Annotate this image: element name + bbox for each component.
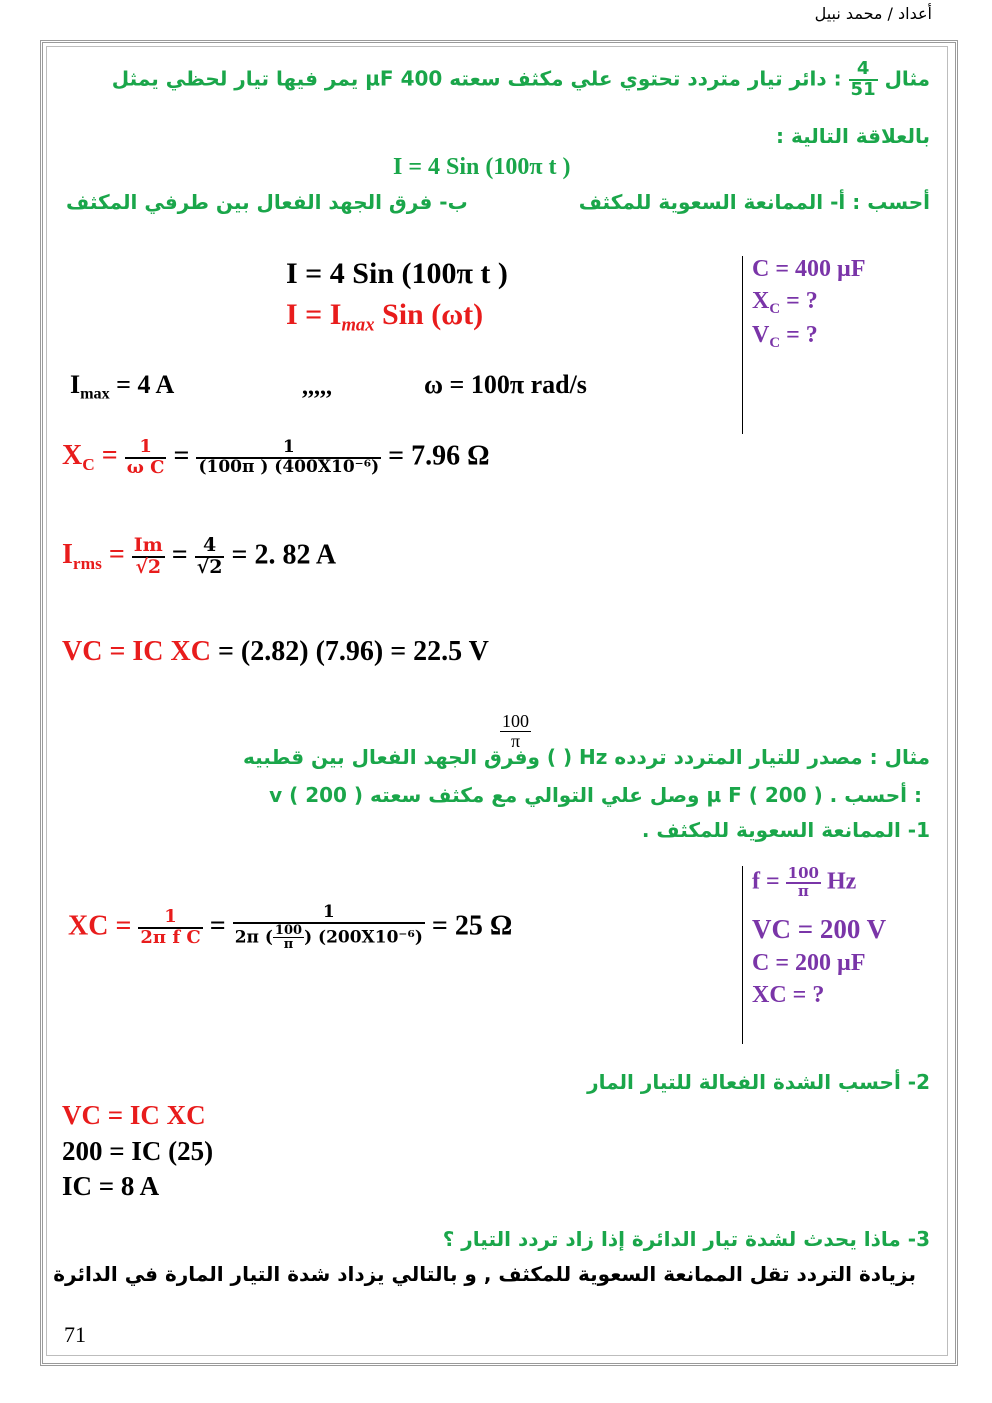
example1-number <box>849 60 878 100</box>
imax-value: $I_{max} = 4$ A <box>70 370 175 403</box>
omega-value: ω = 100π rad/s <box>424 370 587 399</box>
example1-part-b: ب- فرق الجهد الفعال بين طرفي المكثف <box>66 190 468 214</box>
xc-equation-1: $X_C$ = $\frac{1}{\text{ω C}}$ = $\frac{1}{\text{(100π ) (400X10⁻⁶)}}$ = 7.96 Ω <box>62 436 490 478</box>
solution2-line2: 200 = IC (25) <box>62 1136 214 1166</box>
example2-line2: v ( 200 ) وصل علي التوالي مع مكثف سعته µ F ( 200 ) . أحسب : <box>269 783 922 807</box>
given-divider-2 <box>742 866 743 1044</box>
eq-current: I = 4 Sin (100π t ) <box>286 257 508 290</box>
separator: ,,,,, <box>302 374 332 400</box>
example2-line1: مثال : مصدر للتيار المتردد تردده Hz ( ) وفرق الجهد الفعال بين قطبيه <box>243 745 930 769</box>
example1-given-equation: I = 4 Sin (100π t ) <box>393 154 571 180</box>
vc-equation <box>62 636 489 668</box>
vc-equation-right: = (2.82) (7.96) = 22.5 V <box>210 636 489 667</box>
xc2-frac-1: $\frac{1}{\text{2π f C}}$ <box>140 906 201 949</box>
example2-line3: 1- الممانعة السعوية للمكثف . <box>641 818 930 842</box>
freq-top: 100 <box>502 711 529 731</box>
question-2: 2- أحسب الشدة الفعالة للتيار المار <box>587 1070 930 1094</box>
given1-c: C = 400 µF <box>752 256 866 282</box>
example1-statement-line1: : دائر تيار متردد تحتوي علي مكثف سعته 400 µF يمر فيها تيار لحظي يمثل <box>111 66 842 91</box>
example1-statement-line2: بالعلاقة التالية : <box>776 124 930 148</box>
question-3: 3- ماذا يحدث لشدة تيار الدائرة إذا زاد تردد التيار ؟ <box>442 1227 930 1251</box>
given2-f: f = $\frac{100}{\pi}$ Hz <box>752 864 857 900</box>
given1-xc: $X_C$ = ? <box>752 288 818 318</box>
given2-xc: XC = ? <box>752 982 825 1008</box>
irms-equation: $I_{rms}$ = $\frac{Im}{√2}$ = $\frac{4}{√2}$ = 2. 82 A <box>62 534 337 578</box>
example1-statement <box>112 60 930 100</box>
xc-result-1: = 7.96 Ω <box>388 440 490 472</box>
xc-frac-1: $\frac{1}{\text{ω C}}$ <box>126 436 165 478</box>
given1-vc: $V_C$ = ? <box>752 322 818 352</box>
part-a-label: أ- الممانعة السعوية للمكثف <box>578 190 846 214</box>
xc-result-2: = 25 Ω <box>431 910 513 942</box>
irms-frac-1: $\frac{Im}{√2}$ <box>133 534 163 578</box>
eq-general: $I = I_{max}$ Sin (ωt) <box>286 298 484 336</box>
example1-number-top: 4 <box>856 58 870 79</box>
xc-equation-2: XC = $\frac{1}{\text{2π f C}}$ = 1 2π ( $\frac{100}{\pi}$ ) (200X10⁻⁶) = 25 Ω <box>68 902 513 953</box>
author-header: أعداد / محمد نبيل <box>814 4 932 23</box>
example1-label: مثال <box>884 66 930 91</box>
given2-vc: VC = 200 V <box>752 914 887 944</box>
compute-label: أحسب : <box>852 190 930 214</box>
freq-bottom: π <box>500 731 531 751</box>
page-number: 71 <box>64 1322 86 1347</box>
solution2-line3: IC = 8 A <box>62 1171 160 1201</box>
answer-3: بزيادة التردد تقل الممانعة السعوية للمكثف , و بالتالي يزداد شدة التيار المارة في الدائرة <box>53 1262 916 1286</box>
irms-frac-2: $\frac{4}{√2}$ <box>196 534 223 578</box>
solution2-line1: VC = IC XC <box>62 1100 206 1130</box>
given-divider-1 <box>742 256 743 434</box>
xc2-frac-2: 1 2π ( $\frac{100}{\pi}$ ) (200X10⁻⁶) <box>234 902 423 953</box>
example1-compute-a <box>579 190 930 214</box>
vc-equation-left: VC = IC XC <box>62 636 211 667</box>
given2-c: C = 200 µF <box>752 950 866 976</box>
example1-number-bottom: 51 <box>850 78 876 100</box>
xc-frac-2: $\frac{1}{\text{(100π ) (400X10⁻⁶)}}$ <box>198 437 380 477</box>
irms-result: = 2. 82 A <box>231 539 337 571</box>
